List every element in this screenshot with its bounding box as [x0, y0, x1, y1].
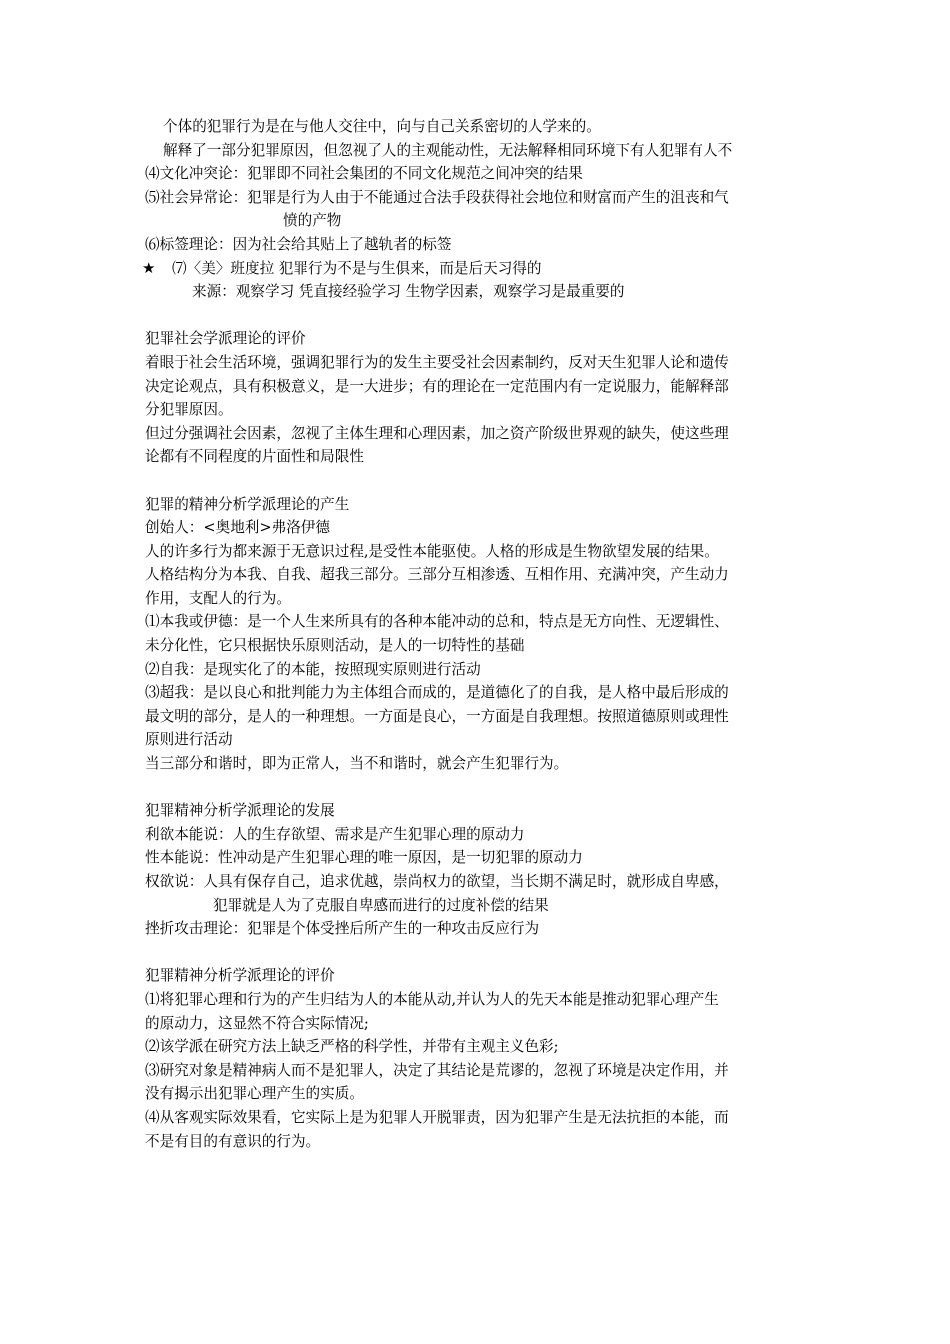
text-line: 个体的犯罪行为是在与他人交往中，向与自己关系密切的人学来的。 — [163, 118, 601, 135]
paragraph-gap — [145, 469, 815, 493]
paragraph-gap — [145, 304, 815, 328]
text-line: 论都有不同程度的片面性和局限性 — [145, 448, 364, 466]
text-line: 分犯罪原因。 — [145, 401, 233, 419]
text-line: 性本能说：性冲动是产生犯罪心理的唯一原因，是一切犯罪的原动力 — [145, 849, 583, 867]
text-line: 未分化性，它只根据快乐原则活动，是人的一切特性的基础 — [145, 637, 525, 655]
text-line: 原则进行活动 — [145, 731, 233, 749]
list-item: ⑶超我：是以良心和批判能力为主体组合而成的，是道德化了的自我，是人格中最后形成的 — [145, 684, 729, 702]
text-line: 人格结构分为本我、自我、超我三部分。三部分互相渗透、互相作用、充满冲突，产生动力 — [145, 566, 729, 584]
list-item: ⑸社会异常论：犯罪是行为人由于不能通过合法手段获得社会地位和财富而产生的沮丧和气 — [145, 188, 729, 206]
text-line: 创始人：<奥地利>弗洛伊德 — [145, 519, 330, 537]
text-line: 解释了一部分犯罪原因，但忽视了人的主观能动性，无法解释相同环境下有人犯罪有人不 — [163, 141, 733, 159]
list-item: ⑴将犯罪心理和行为的产生归结为人的本能从动,并认为人的先天本能是推动犯罪心理产生 — [145, 990, 719, 1008]
document-body — [142, 115, 815, 1153]
list-item: ⑶研究对象是精神病人而不是犯罪人，决定了其结论是荒谬的，忽视了环境是决定作用，并 — [145, 1061, 729, 1079]
text-line: 作用，支配人的行为。 — [145, 589, 291, 607]
text-line: 的原动力，这显然不符合实际情况; — [145, 1014, 369, 1032]
list-item: ⑷从客观实际效果看，它实际上是为犯罪人开脱罪责，因为犯罪产生是无法抗拒的本能，而 — [145, 1108, 729, 1126]
text-line: 决定论观点，具有积极意义，是一大进步；有的理论在一定范围内有一定说服力，能解释部 — [145, 377, 729, 395]
text-line: 当三部分和谐时，即为正常人，当不和谐时，就会产生犯罪行为。 — [145, 755, 569, 773]
text-line: 愤的产物 — [283, 212, 342, 230]
list-item: ⑵该学派在研究方法上缺乏严格的科学性，并带有主观主义色彩; — [145, 1038, 559, 1056]
list-item-starred — [142, 257, 815, 281]
text-line: 权欲说：人具有保存自己，追求优越，崇尚权力的欲望，当长期不满足时，就形成自卑感， — [145, 873, 729, 890]
text-line: 没有揭示出犯罪心理产生的实质。 — [145, 1085, 364, 1103]
section-heading: 犯罪精神分析学派理论的发展 — [145, 802, 335, 820]
star-icon: ★ — [142, 258, 156, 277]
text-line: 犯罪就是人为了克服自卑感而进行的过度补偿的结果 — [213, 896, 549, 914]
text-line: 来源：观察学习 凭直接经验学习 生物学因素，观察学习是最重要的 — [192, 283, 625, 301]
list-item: ⑹标签理论：因为社会给其贴上了越轨者的标签 — [145, 235, 452, 253]
list-item: ⑵自我：是现实化了的本能，按照现实原则进行活动 — [145, 660, 481, 678]
text-line: 利欲本能说：人的生存欲望、需求是产生犯罪心理的原动力 — [145, 825, 525, 843]
paragraph-gap — [145, 776, 815, 800]
text-line: 人的许多行为都来源于无意识过程,是受性本能驱使。人格的形成是生物欲望发展的结果。 — [145, 542, 719, 560]
section-heading: 犯罪精神分析学派理论的评价 — [145, 967, 335, 985]
text-line: 挫折攻击理论：犯罪是个体受挫后所产生的一种攻击反应行为 — [145, 920, 540, 938]
paragraph-gap — [145, 941, 815, 965]
text-line: 着眼于社会生活环境，强调犯罪行为的发生主要受社会因素制约，反对天生犯罪人论和遗传 — [145, 353, 729, 371]
text-line: 但过分强调社会因素，忽视了主体生理和心理因素，加之资产阶级世界观的缺失，使这些理 — [145, 424, 729, 442]
text-line: 不是有目的有意识的行为。 — [145, 1132, 321, 1150]
section-heading: 犯罪社会学派理论的评价 — [145, 330, 306, 348]
list-item: ⑷文化冲突论：犯罪即不同社会集团的不同文化规范之间冲突的结果 — [145, 165, 583, 183]
text-line: ⑺〈美〉班度拉 犯罪行为不是与生俱来，而是后天习得的 — [172, 259, 542, 277]
section-heading: 犯罪的精神分析学派理论的产生 — [145, 495, 350, 513]
list-item: ⑴本我或伊德：是一个人生来所具有的各种本能冲动的总和，特点是无方向性、无逻辑性、 — [145, 613, 729, 631]
text-line: 最文明的部分，是人的一种理想。一方面是良心，一方面是自我理想。按照道德原则或理性 — [145, 707, 729, 725]
